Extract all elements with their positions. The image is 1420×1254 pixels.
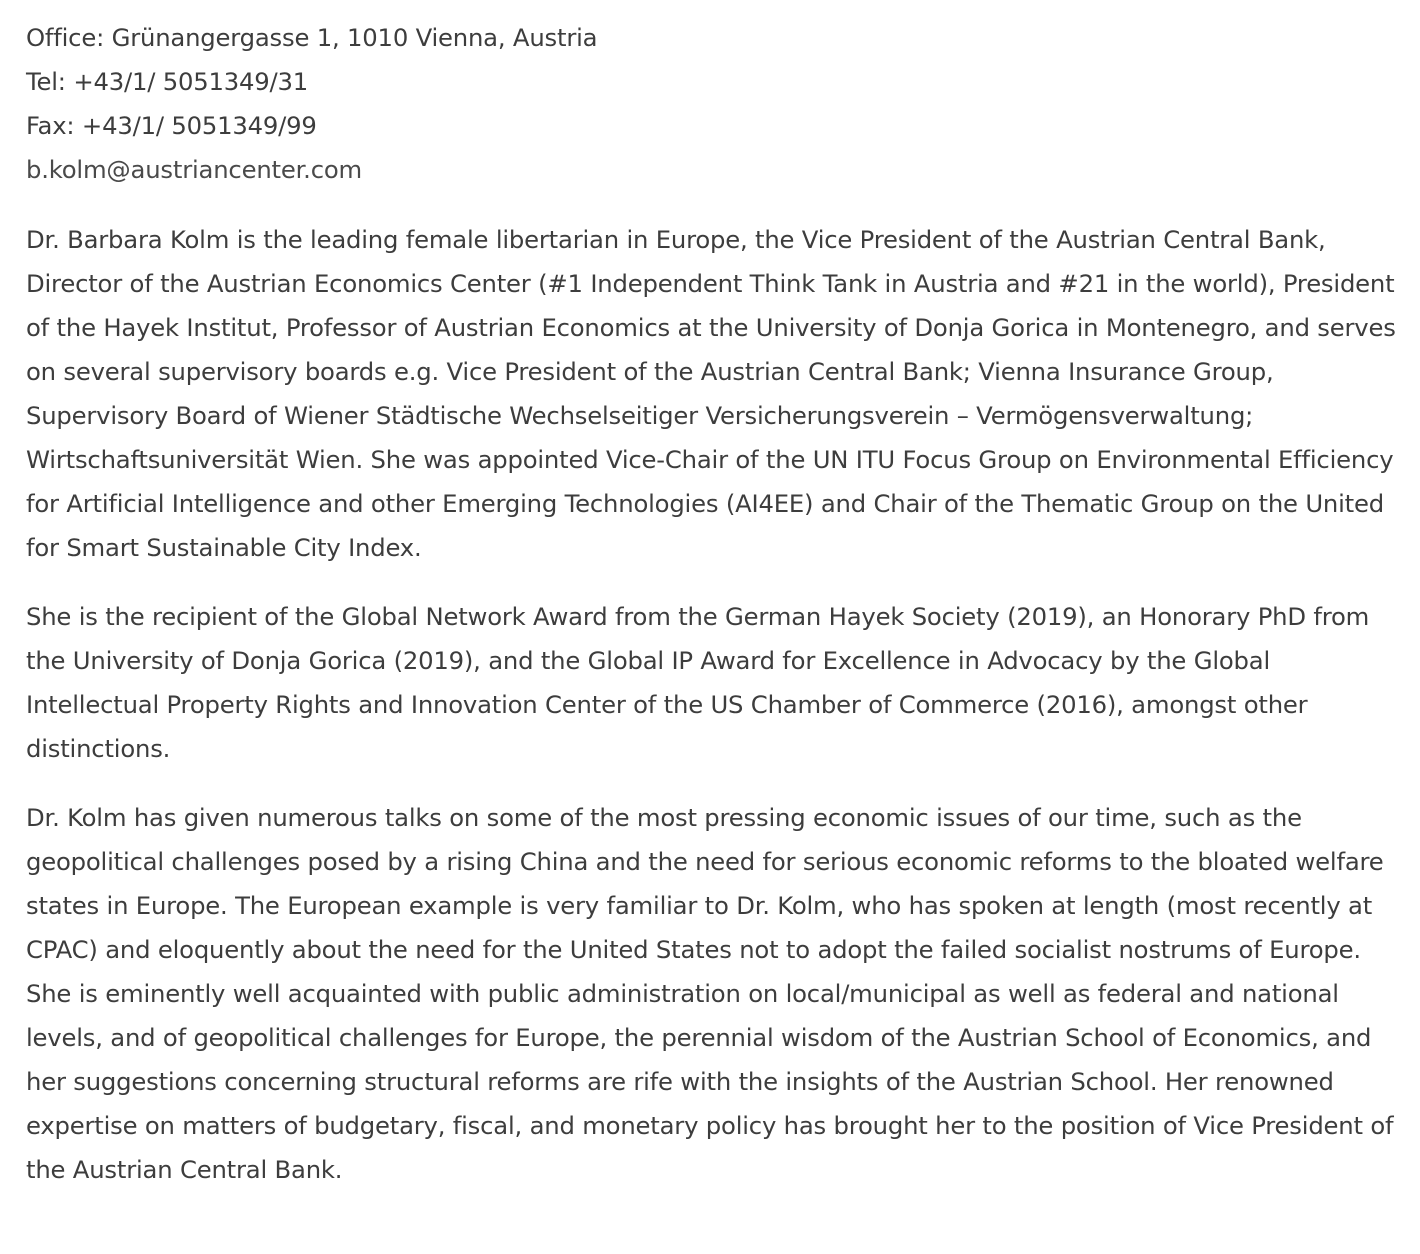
- bio-paragraph-awards: She is the recipient of the Global Network Award from the German Hayek Society (2019), an Honorary PhD from the University of Donja Gorica (2019), and the Global IP Award for Excellence in Advocacy by the Global Intellectual Property Rights and Innovation Center of the US Chamber of Commerce (2016), amongst other distinctions.: [26, 602, 1370, 763]
- telephone-number: Tel: +43/1/ 5051349/31: [26, 67, 309, 96]
- office-address: Office: Grünangergasse 1, 1010 Vienna, Austria: [26, 23, 598, 52]
- email-link[interactable]: b.kolm@austriancenter.com: [26, 155, 362, 184]
- biography: [26, 218, 1394, 1192]
- bio-paragraph-roles: Dr. Barbara Kolm is the leading female libertarian in Europe, the Vice President of the Austrian Central Bank, Director of the Austrian Economics Center (#1 Independent Think Tank in Austria and #21 in the world), President of the Hayek Institut, Professor of Austrian Economics at the University of Donja Gorica in Montenegro, and serves on several supervisory boards e.g. Vice President of the Austrian Central Bank; Vienna Insurance Group, Supervisory Board of Wiener Städtische Wechselseitiger Versicherungsverein – Vermögensverwaltung; Wirtschaftsuniversität Wien. She was appointed Vice-Chair of the UN ITU Focus Group on Environmental Efficiency for Artificial Intelligence and other Emerging Technologies (AI4EE) and Chair of the Thematic Group on the United for Smart Sustainable City Index.: [26, 225, 1396, 562]
- fax-number: Fax: +43/1/ 5051349/99: [26, 111, 317, 140]
- contact-block: [26, 16, 1394, 192]
- bio-paragraph-talks: Dr. Kolm has given numerous talks on some of the most pressing economic issues of our time, such as the geopolitical challenges posed by a rising China and the need for serious economic reforms to the bloated welfare states in Europe. The European example is very familiar to Dr. Kolm, who has spoken at length (most recently at CPAC) and eloquently about the need for the United States not to adopt the failed socialist nostrums of Europe. She is eminently well acquainted with public administration on local/municipal as well as federal and national levels, and of geopolitical challenges for Europe, the perennial wisdom of the Austrian School of Economics, and her suggestions concerning structural reforms are rife with the insights of the Austrian School. Her renowned expertise on matters of budgetary, fiscal, and monetary policy has brought her to the position of Vice President of the Austrian Central Bank.: [26, 803, 1394, 1184]
